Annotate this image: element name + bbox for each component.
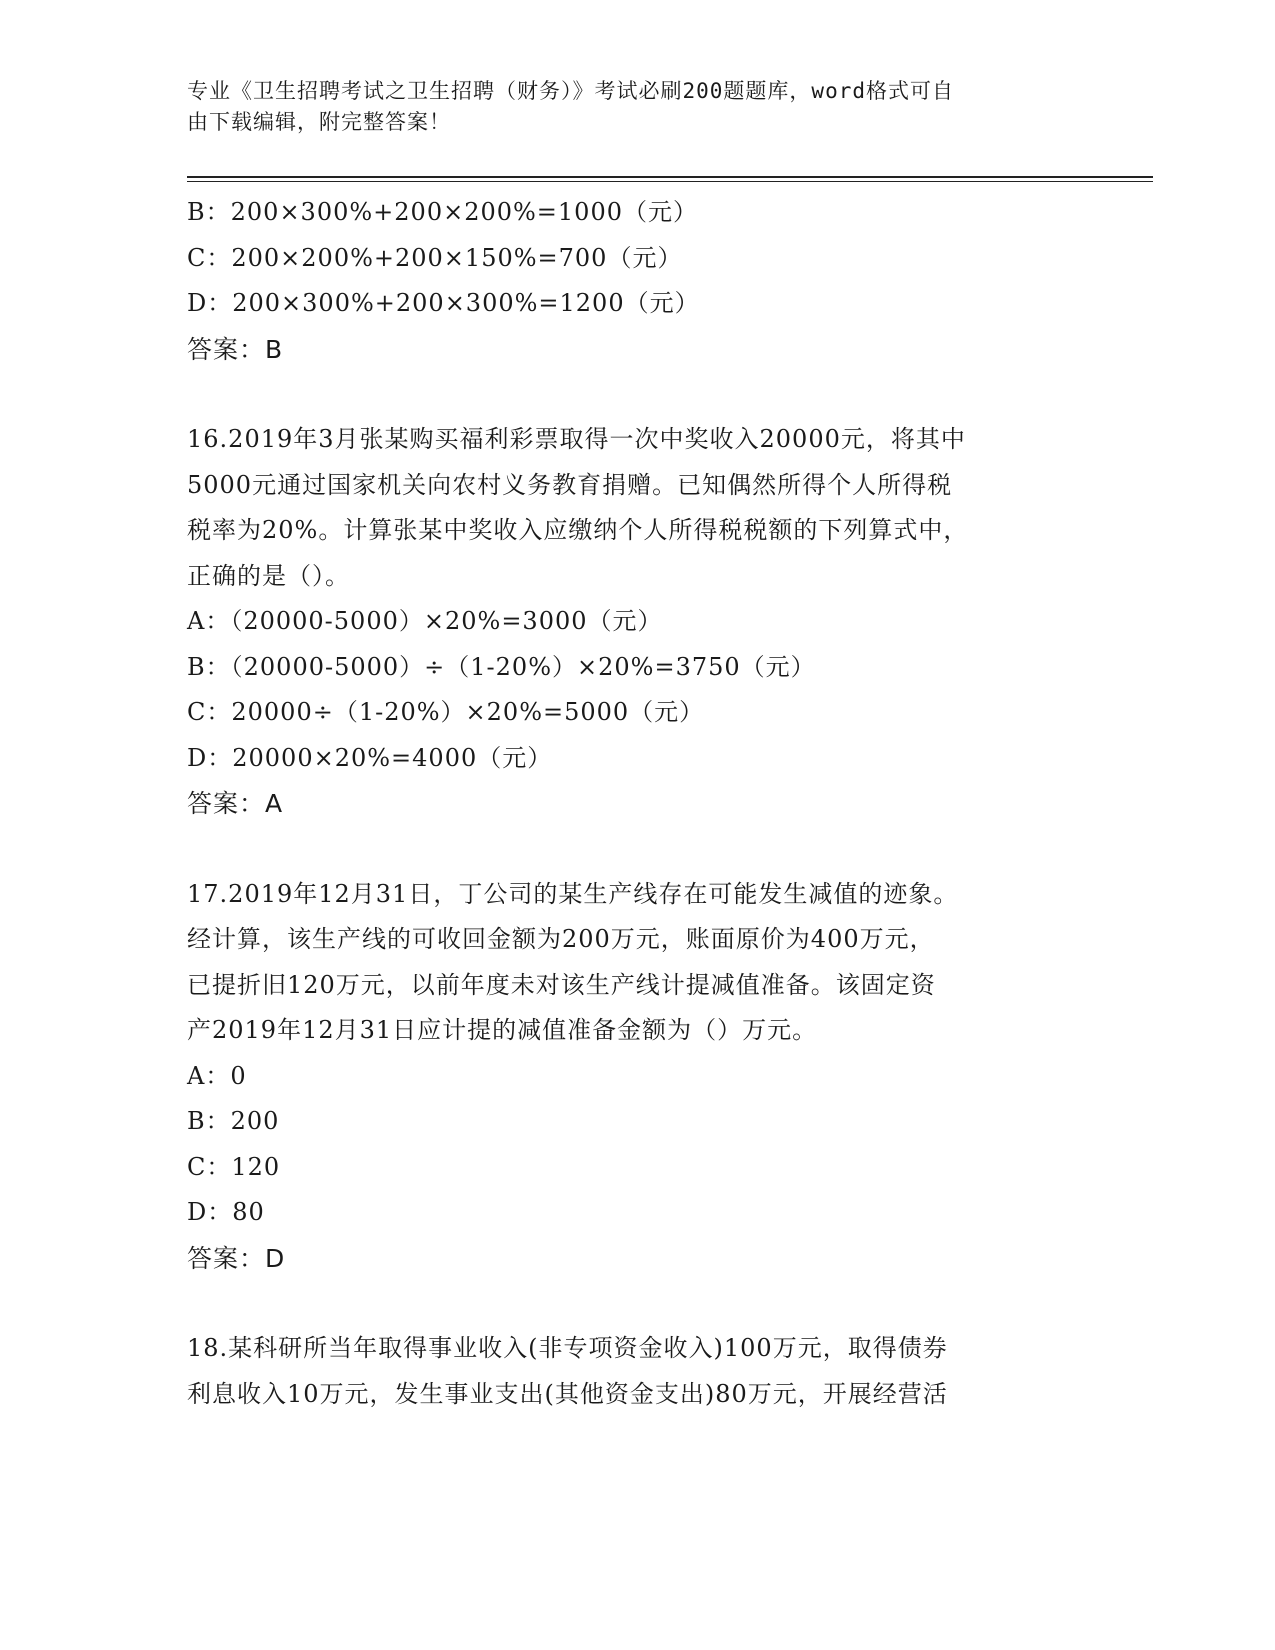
- option-b: B：（20000-5000）÷（1-20%）×20%=3750（元）: [187, 652, 816, 681]
- option-c: C：200×200%+200×150%=700（元）: [187, 243, 683, 272]
- question-text-line: 经计算，该生产线的可收回金额为200万元，账面原价为400万元，: [187, 925, 935, 953]
- spacer: [187, 827, 1087, 872]
- spacer: [187, 372, 1087, 417]
- document-body: [187, 190, 1087, 1417]
- spacer: [187, 1281, 1087, 1326]
- option-a: A：（20000-5000）×20%=3000（元）: [187, 607, 663, 635]
- option-c: C：20000÷（1-20%）×20%=5000（元）: [187, 698, 705, 726]
- prev-question-block: [187, 190, 1087, 372]
- question-text-line: 正确的是（）。: [187, 561, 350, 590]
- question-text-line: 已提折旧120万元，以前年度未对该生产线计提减值准备。该固定资: [187, 970, 936, 999]
- option-d: D：80: [187, 1198, 265, 1226]
- question-17: [187, 872, 1087, 1282]
- option-a: A：0: [187, 1061, 247, 1090]
- header-divider-thin: [187, 181, 1153, 182]
- header-line-2: 由下载编辑，附完整答案！: [187, 110, 451, 134]
- option-b: B：200×300%+200×200%=1000（元）: [187, 198, 698, 226]
- header-divider-thick: [187, 176, 1153, 178]
- question-text-line: 税率为20%。计算张某中奖收入应缴纳个人所得税税额的下列算式中，: [187, 516, 969, 544]
- question-18: [187, 1326, 1087, 1417]
- option-b: B：200: [187, 1107, 280, 1135]
- answer-line: 答案：D: [187, 1243, 286, 1273]
- header-line-1: 专业《卫生招聘考试之卫生招聘（财务）》考试必刷200题题库，word格式可自: [187, 79, 954, 103]
- question-text-line: 16.2019年3月张某购买福利彩票取得一次中奖收入20000元，将其中: [187, 425, 966, 453]
- question-text-line: 18.某科研所当年取得事业收入(非专项资金收入)100万元，取得债券: [187, 1334, 948, 1362]
- document-header: [187, 76, 1067, 138]
- question-text-line: 5000元通过国家机关向农村义务教育捐赠。已知偶然所得个人所得税: [187, 470, 953, 499]
- question-text-line: 产2019年12月31日应计提的减值准备金额为（）万元。: [187, 1016, 818, 1044]
- question-16: [187, 417, 1087, 827]
- question-text-line: 17.2019年12月31日，丁公司的某生产线存在可能发生减值的迹象。: [187, 879, 959, 908]
- answer-line: 答案：A: [187, 789, 284, 818]
- option-c: C：120: [187, 1152, 281, 1181]
- question-text-line: 利息收入10万元，发生事业支出(其他资金支出)80万元，开展经营活: [187, 1379, 948, 1408]
- answer-line: 答案：B: [187, 334, 284, 364]
- option-d: D：20000×20%=4000（元）: [187, 743, 553, 772]
- option-d: D：200×300%+200×300%=1200（元）: [187, 289, 700, 317]
